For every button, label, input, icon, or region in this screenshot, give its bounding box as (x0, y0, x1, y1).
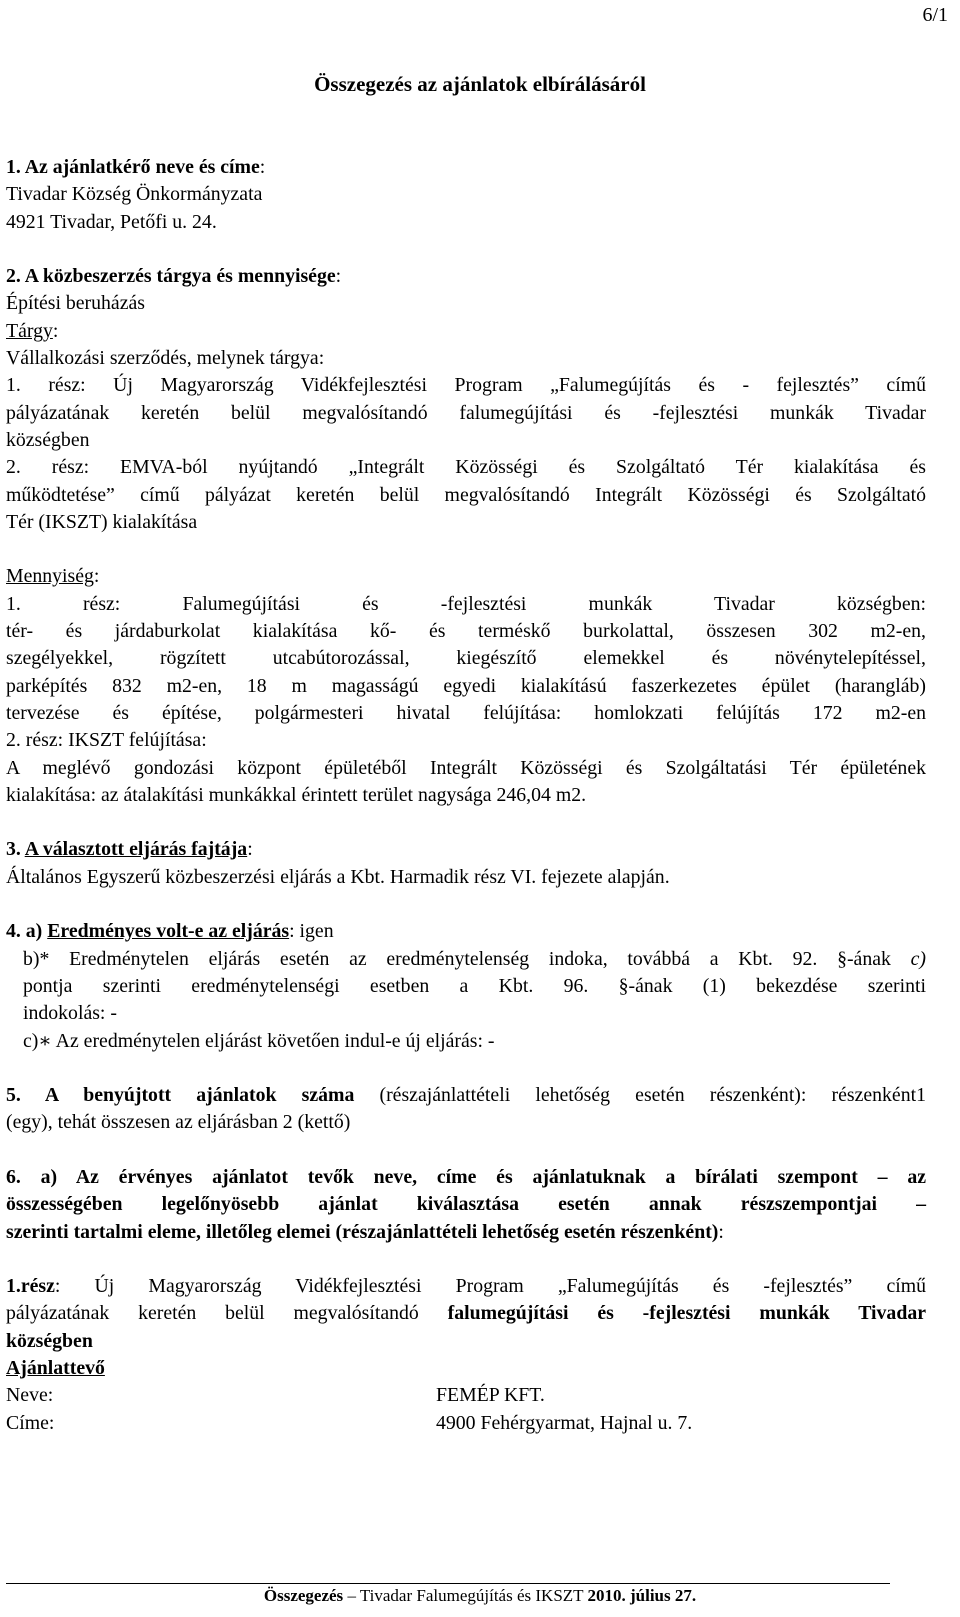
document-body (6, 154, 926, 1437)
quantity-part1-line5: tervezése és építése, polgármesteri hivatal felújítása: homlokzati felújítás 172 m2-en (6, 701, 926, 724)
bidder-name-row (6, 1382, 926, 1409)
quantity-part2-line3: kialakítása: az átalakítási munkákkal érintett terület nagysága 246,04 m2. (6, 783, 587, 806)
section-6-line2: összességében legelőnyösebb ajánlat kiválasztása esetén annak részszempontjai – (6, 1193, 926, 1216)
bidder-address-label: Címe: (6, 1411, 55, 1434)
section-4b-line1: b)* Eredménytelen eljárás esetén az eredménytelenség indoka, továbbá a Kbt. 92. §-ának c) (23, 947, 926, 970)
part-1-line2: pályázatának keretén belül megvalósítandó falumegújítási és -fejlesztési munkák Tivadar (6, 1302, 926, 1325)
footer-divider (6, 1583, 890, 1584)
bidder-address-row (6, 1410, 926, 1437)
bidder-name-value: FEMÉP KFT. (436, 1384, 545, 1407)
contract-line: Vállalkozási szerződés, melynek tárgya: (6, 347, 325, 370)
page-title: Összegezés az ajánlatok elbírálásáról (314, 72, 646, 96)
issuer-address: 4921 Tivadar, Petőfi u. 24. (6, 210, 217, 233)
section-4b-line3: indokolás: - (23, 1002, 117, 1025)
quantity-part1-line4: parképítés 832 m2-en, 18 m magasságú egyedi kialakítású faszerkezetes épület (harangláb) (6, 674, 926, 697)
procurement-type: Építési beruházás (6, 292, 145, 315)
part1-line1: 1. rész: Új Magyarország Vidékfejlesztési Program „Falumegújítás és - fejlesztés” című (6, 374, 926, 397)
quantity-part1-line3: szegélyekkel, rögzített utcabútorozással, kiegészítő elemekkel és növénytelepítéssel, (6, 647, 926, 670)
section-3-heading: 3. A választott eljárás fajtája: (6, 838, 253, 861)
part1-line3: községben (6, 428, 90, 451)
section-2-heading: 2. A közbeszerzés tárgya és mennyisége: (6, 265, 342, 288)
quantity-part1-line1: 1. rész: Falumegújítási és -fejlesztési munkák Tivadar községben: (6, 592, 926, 615)
quantity-label: Mennyiség: (6, 565, 100, 588)
section-5-line2: (egy), tehát összesen az eljárásban 2 (kettő) (6, 1111, 351, 1134)
section-1-heading: 1. Az ajánlatkérő neve és címe: (6, 156, 266, 178)
part1-line2: pályázatának keretén belül megvalósítandó falumegújítási és -fejlesztési munkák Tivadar (6, 401, 926, 424)
subject-label: Tárgy: (6, 319, 59, 342)
section-4c-line: c)∗ Az eredménytelen eljárást követően indul-e új eljárás: - (23, 1029, 495, 1052)
section-5-line1: 5. A benyújtott ajánlatok száma (részajánlattételi lehetőség esetén részenként): részenként1 (6, 1084, 926, 1107)
section-6-line1: 6. a) Az érvényes ajánlatot tevők neve, címe és ajánlatuknak a bírálati szempont – az (6, 1165, 926, 1188)
part2-line1: 2. rész: EMVA-ból nyújtandó „Integrált Közösségi és Szolgáltató Tér kialakítása és (6, 456, 926, 479)
bidder-address-value: 4900 Fehérgyarmat, Hajnal u. 7. (436, 1411, 693, 1434)
part2-line2: működtetése” című pályázat keretén belül megvalósítandó Integrált Közösségi és Szolgáltató (6, 483, 926, 506)
quantity-part1-line2: tér- és járdaburkolat kialakítása kő- és terméskő burkolattal, összesen 302 m2-en, (6, 620, 926, 643)
bidder-heading: Ajánlattevő (6, 1357, 105, 1380)
procedure-type: Általános Egyszerű közbeszerzési eljárás a Kbt. Harmadik rész VI. fejezete alapján. (6, 865, 670, 888)
quantity-part2-line2: A meglévő gondozási központ épületéből Integrált Közösségi és Szolgáltatási Tér épületének (6, 756, 926, 779)
page-footer: Összegezés – Tivadar Falumegújítás és IKSZT 2010. július 27. (263, 1586, 697, 1605)
section-4-heading: 4. a) Eredményes volt-e az eljárás: igen (6, 920, 334, 943)
quantity-part2-line1: 2. rész: IKSZT felújítása: (6, 729, 207, 752)
page-number: 6/1 (922, 4, 948, 26)
part2-line3: Tér (IKSZT) kialakítása (6, 510, 198, 533)
section-4b-line2: pontja szerinti eredménytelenségi esetben a Kbt. 96. §-ának (1) bekezdése szerinti (23, 974, 926, 997)
issuer-name: Tivadar Község Önkormányzata (6, 183, 263, 206)
part-1-line1: 1.rész: Új Magyarország Vidékfejlesztési Program „Falumegújítás és -fejlesztés” című (6, 1275, 926, 1298)
section-6-line3: szerinti tartalmi eleme, illetőleg elemei (részajánlattételi lehetőség esetén részenként): (6, 1220, 724, 1243)
bidder-name-label: Neve: (6, 1384, 54, 1407)
part-1-line3: községben (6, 1329, 93, 1352)
